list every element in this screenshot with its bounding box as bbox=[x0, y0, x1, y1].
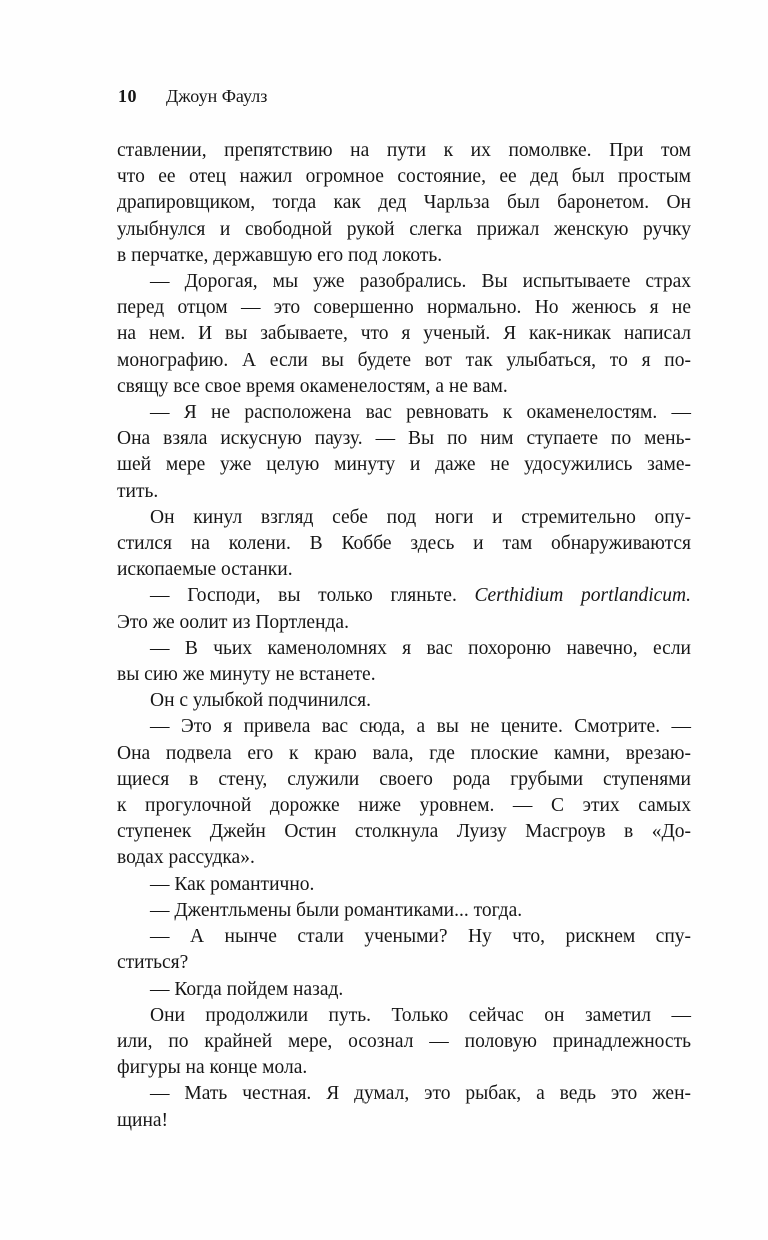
text-line: стился на колени. В Коббе здесь и там обнаруживаются bbox=[117, 533, 691, 555]
paragraph bbox=[117, 688, 691, 714]
paragraph bbox=[117, 1081, 691, 1133]
text-line: — А нынче стали учеными? Ну что, рискнем спу- bbox=[150, 926, 691, 948]
paragraph bbox=[117, 269, 691, 400]
text-line: тить. bbox=[117, 480, 159, 502]
text-line: Она подвела его к краю вала, где плоские камни, врезаю- bbox=[117, 742, 691, 764]
paragraph bbox=[117, 583, 691, 635]
paragraph bbox=[117, 400, 691, 505]
text-line bbox=[117, 583, 691, 609]
text-line: улыбнулся и свободной рукой слегка прижал женскую ручку bbox=[117, 218, 691, 240]
text-line: ставлении, препятствию на пути к их помолвке. При том bbox=[117, 140, 691, 161]
text-line: ститься? bbox=[117, 952, 189, 974]
text-line: — Мать честная. Я думал, это рыбак, а ведь это жен- bbox=[150, 1083, 691, 1105]
text-line: — Дорогая, мы уже разобрались. Вы испытываете страх bbox=[150, 271, 691, 293]
text-line: драпировщиком, тогда как дед Чарльза был баронетом. Он bbox=[117, 192, 691, 214]
text-line: или, по крайней мере, осознал — половую принадлежность bbox=[117, 1030, 691, 1052]
text-line: ископаемые останки. bbox=[117, 559, 293, 581]
text-line: перед отцом — это совершенно нормально. Но женюсь я не bbox=[117, 297, 691, 319]
text-segment: — Господи, вы только гляньте. bbox=[150, 585, 475, 607]
text-line: Он кинул взгляд себе под ноги и стремительно опу- bbox=[150, 506, 691, 528]
text-block bbox=[117, 138, 691, 1134]
text-line: Это же оолит из Портленда. bbox=[117, 611, 349, 633]
paragraph bbox=[117, 872, 691, 898]
text-line: щиеся в стену, служили своего рода грубыми ступенями bbox=[117, 768, 691, 790]
text-line: водах рассудка». bbox=[117, 847, 255, 869]
text-line: Он с улыбкой подчинился. bbox=[150, 690, 372, 712]
text-line: — Это я привела вас сюда, а вы не цените. Смотрите. — bbox=[150, 716, 691, 738]
paragraph bbox=[117, 505, 691, 584]
page-header bbox=[118, 86, 267, 106]
paragraph bbox=[117, 977, 691, 1003]
text-line: Они продолжили путь. Только сейчас он заметил — bbox=[150, 1004, 691, 1026]
running-title: Джоун Фаулз bbox=[166, 86, 268, 106]
text-line: к прогулочной дорожке ниже уровнем. — С этих самых bbox=[117, 795, 691, 817]
paragraph bbox=[117, 138, 691, 269]
paragraph bbox=[117, 898, 691, 924]
text-line: шей мере уже целую минуту и даже не удосужились заме- bbox=[117, 454, 691, 476]
text-line: свящу все свое время окаменелостям, а не вам. bbox=[117, 375, 508, 397]
latin-species-name: Certhidium portlandicum. bbox=[474, 585, 691, 607]
text-line: — В чьих каменоломнях я вас похороню навечно, если bbox=[150, 637, 691, 659]
text-line: фигуры на конце мола. bbox=[117, 1057, 308, 1079]
paragraph bbox=[117, 636, 691, 688]
text-line: — Когда пойдем назад. bbox=[150, 978, 344, 1000]
text-line: на нем. И вы забываете, что я ученый. Я как-никак написал bbox=[117, 323, 691, 345]
text-line: — Джентльмены были романтиками... тогда. bbox=[150, 899, 523, 921]
text-line: — Как романтично. bbox=[150, 873, 315, 895]
paragraph bbox=[117, 1003, 691, 1082]
text-line: что ее отец нажил огромное состояние, ее дед был простым bbox=[117, 166, 691, 188]
text-line: монографию. А если вы будете вот так улыбаться, то я по- bbox=[117, 349, 691, 371]
text-line: вы сию же минуту не встанете. bbox=[117, 664, 376, 686]
text-line: щина! bbox=[117, 1109, 169, 1131]
paragraph bbox=[117, 924, 691, 976]
paragraph bbox=[117, 714, 691, 871]
page-number: 10 bbox=[118, 86, 137, 106]
text-line: ступенек Джейн Остин столкнула Луизу Масгроув в «До- bbox=[117, 821, 691, 843]
text-line: — Я не расположена вас ревновать к окаменелостям. — bbox=[150, 402, 691, 424]
text-line: Она взяла искусную паузу. — Вы по ним ступаете по мень- bbox=[117, 428, 691, 450]
text-line: в перчатке, державшую его под локоть. bbox=[117, 244, 443, 266]
